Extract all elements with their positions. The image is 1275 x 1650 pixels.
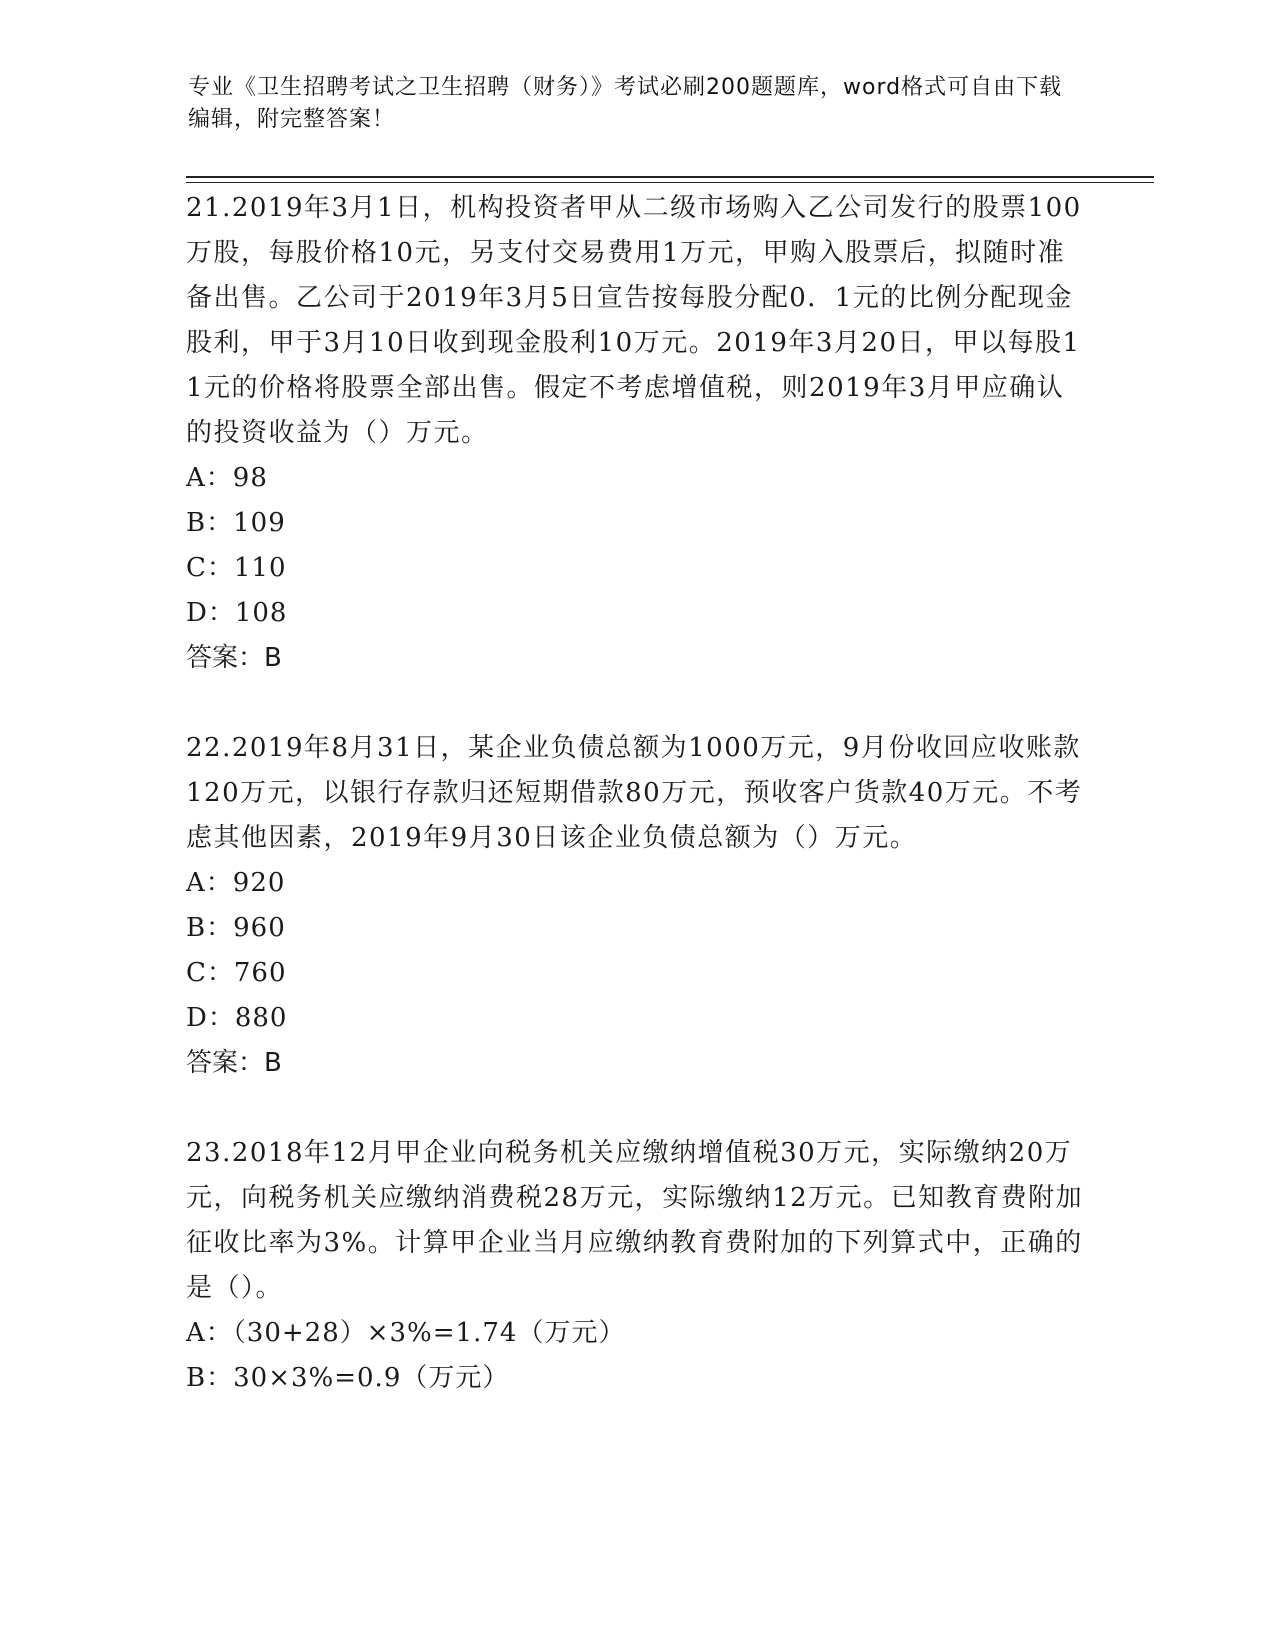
spacer bbox=[186, 681, 1086, 726]
option-c: C：110 bbox=[186, 553, 287, 583]
header-divider-thick bbox=[186, 176, 1154, 178]
page-header: 专业《卫生招聘考试之卫生招聘（财务）》考试必刷200题题库，word格式可自由下载编辑，附完整答案！ bbox=[188, 75, 1063, 132]
header-divider-thin bbox=[186, 182, 1154, 183]
spacer bbox=[186, 1086, 1086, 1131]
question-stem: 23.2018年12月甲企业向税务机关应缴纳增值税30万元，实际缴纳20万元，向税务机关应缴纳消费税28万元，实际缴纳12万元。已知教育费附加征收比率为3%。计算甲企业当月应缴纳教育费附加的下列算式中，正确的是（）。 bbox=[186, 1138, 1084, 1303]
option-a: A：98 bbox=[186, 463, 268, 493]
option-b: B：109 bbox=[186, 508, 286, 538]
question-21 bbox=[186, 186, 1086, 681]
option-a: A：920 bbox=[186, 868, 286, 898]
answer-line: 答案：B bbox=[186, 643, 282, 673]
option-d: D：108 bbox=[186, 598, 288, 628]
question-23 bbox=[186, 1131, 1086, 1401]
question-list bbox=[186, 186, 1086, 1401]
answer-line: 答案：B bbox=[186, 1048, 282, 1078]
option-c: C：760 bbox=[186, 958, 287, 988]
question-22 bbox=[186, 726, 1086, 1086]
option-b: B：30×3%=0.9（万元） bbox=[186, 1363, 510, 1393]
question-stem: 22.2019年8月31日，某企业负债总额为1000万元，9月份收回应收账款120万元，以银行存款归还短期借款80万元，预收客户货款40万元。不考虑其他因素，2019年9月30日该企业负债总额为（）万元。 bbox=[186, 733, 1083, 853]
option-b: B：960 bbox=[186, 913, 286, 943]
option-a: A：（30+28）×3%=1.74（万元） bbox=[186, 1318, 626, 1348]
question-stem: 21.2019年3月1日，机构投资者甲从二级市场购入乙公司发行的股票100万股，每股价格10元，另支付交易费用1万元，甲购入股票后，拟随时准备出售。乙公司于2019年3月5日宣告按每股分配0．1元的比例分配现金股利，甲于3月10日收到现金股利10万元。2019年3月20日，甲以每股11元的价格将股票全部出售。假定不考虑增值税，则2019年3月甲应确认的投资收益为（）万元。 bbox=[186, 193, 1082, 448]
option-d: D：880 bbox=[186, 1003, 288, 1033]
